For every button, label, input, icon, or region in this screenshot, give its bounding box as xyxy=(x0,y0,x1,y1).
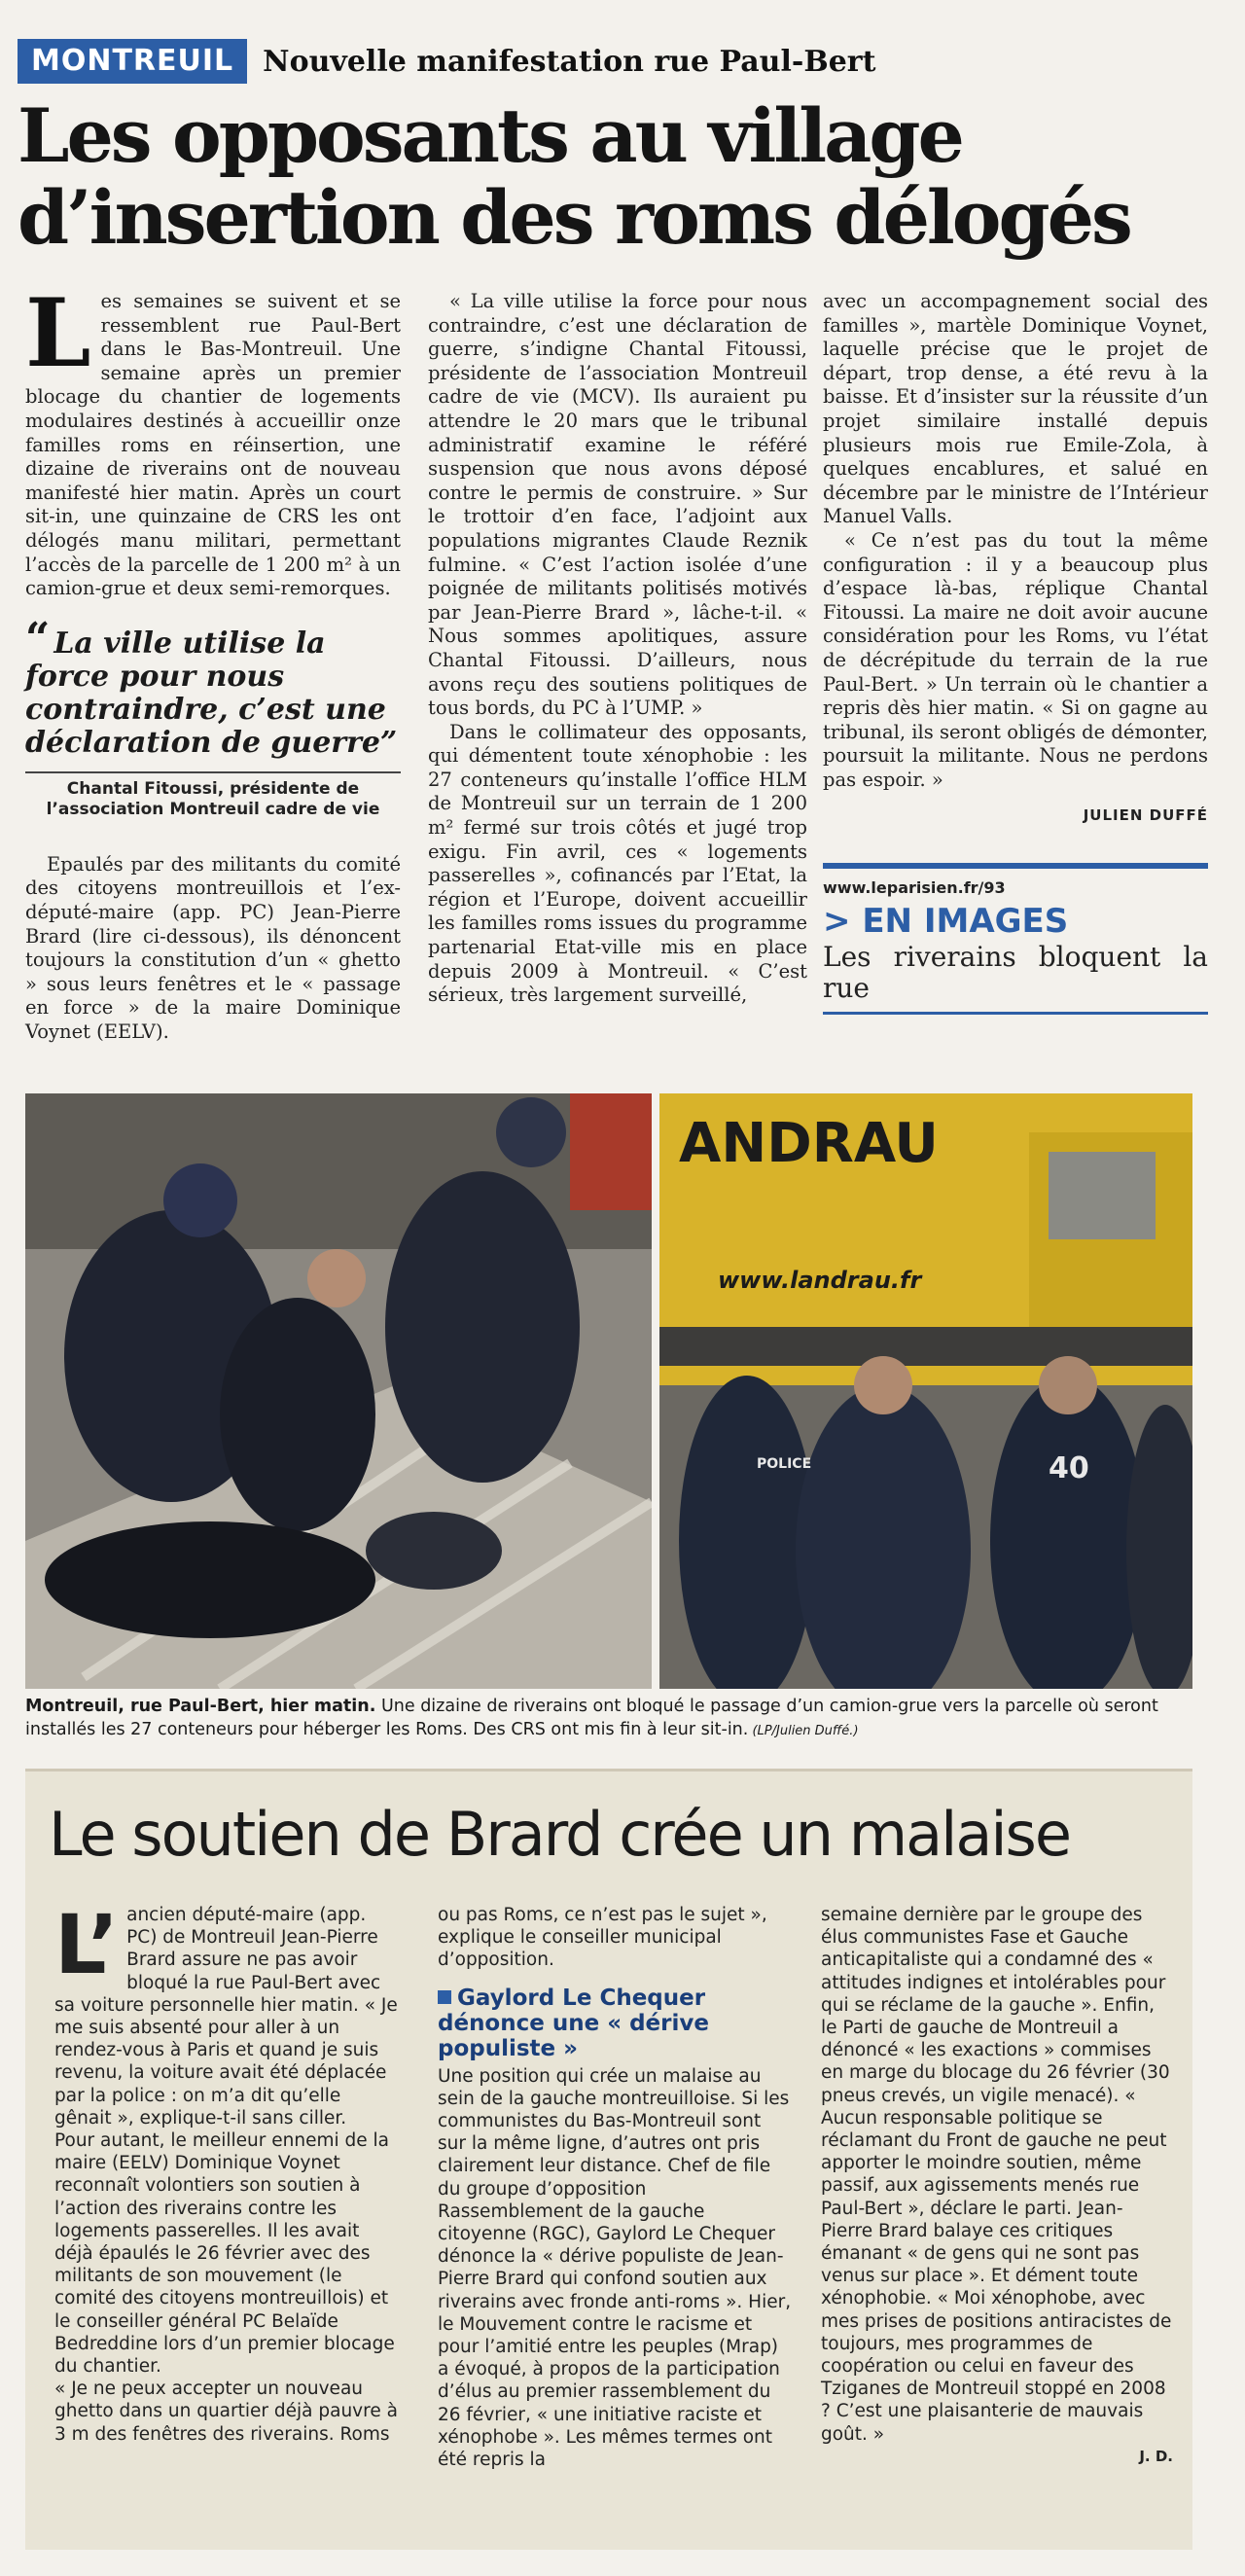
drop-cap: L’ xyxy=(54,1897,120,1992)
author-signature: JULIEN DUFFÉ xyxy=(1083,806,1208,825)
helmet-number-text: 40 xyxy=(1049,1451,1089,1485)
quote-mark-icon: “ xyxy=(25,613,51,663)
sidebar-paragraph: ou pas Roms, ce n’est pas le sujet », explique le conseiller municipal d’opposition. xyxy=(438,1905,767,1971)
kicker xyxy=(18,33,875,89)
article-column-2 xyxy=(428,290,807,1008)
article-column-3 xyxy=(823,290,1208,1015)
sidebar-paragraph: « Je ne peux accepter un nouveau ghetto dans un quartier déjà pauvre à 3 m des fenêtres des riverains. Roms xyxy=(54,2379,398,2445)
sidebar-column-1 xyxy=(54,1897,401,2446)
article-paragraph: « La ville utilise la force pour nous contraindre, c’est une déclaration de guerre, s’indigne Chantal Fitoussi, présidente de l’association Montreuil cadre de vie (MCV). Ils auraient pu attendre le 20 mars que le tribunal administratif examine le référé suspension que nous avons déposé contre le permis de construire. » Sur le trottoir d’en face, l’adjoint aux populations migrantes Claude Reznik fulmine. « C’est l’action isolée d’une poignée de militants politisés motivés par Jean-Pierre Brard », lâche-t-il. « Nous sommes apolitiques, assure Chantal Fitoussi. D’ailleurs, nous avons reçu des soutiens politiques de tous bords, du PC à l’UMP. » xyxy=(428,290,807,720)
caption-credit: (LP/Julien Duffé.) xyxy=(748,1724,859,1738)
article-paragraph: Epaulés par des militants du comité des citoyens montreuillois et l’ex-député-maire (app. PC) Jean-Pierre Brard (lire ci-dessous), ils dénoncent toujours la constitution d’un « ghetto » sous leurs fenêtres et le « passage en force » de la maire Dominique Voynet (EELV). xyxy=(25,852,401,1043)
article-column-1 xyxy=(25,278,401,1044)
photo-caption xyxy=(25,1695,1202,1743)
sidebar-article xyxy=(25,1769,1192,2550)
sidebar-paragraph: Une position qui crée un malaise au sein de la gauche montreuilloise. Si les communistes du Bas-Montreuil sont sur la même ligne, d’autres ont pris clairement leur distance. Chef de file du groupe d’opposition Rassemblement de la gauche citoyenne (RGC), Gaylord Le Chequer dénonce la « dérive populiste de Jean-Pierre Brard qui confond soutien aux riverains avec fronde anti-roms ». Hier, le Mouvement contre le racisme et pour l’amitié entre les peuples (Mrap) a évoqué, à propos de la participation d’élus au premier rassemblement du 26 février, « une initiative raciste et xénophobe ». Les mêmes termes ont été repris la xyxy=(438,2065,792,2471)
pull-quote-author: Chantal Fitoussi, présidente de l’association Montreuil cadre de vie xyxy=(46,778,380,819)
photo-police-illustration xyxy=(25,1093,652,1689)
photo-strip xyxy=(25,1093,1192,1689)
sidebar-paragraph: L’ ancien député-maire (app. PC) de Montreuil Jean-Pierre Brard assure ne pas avoir bloqué la rue Paul-Bert avec sa voiture personnelle hier matin. « Je me suis absenté pour aller à un rendez-vous à Paris et quand je suis revenu, la voiture avait été déplacée par la police : on m’a dit qu’elle gênait », explique-t-il sans ciller. xyxy=(54,1897,398,2129)
photo-truck-illustration xyxy=(659,1093,1192,1689)
truck-sign-text: ANDRAU xyxy=(679,1112,939,1175)
sidebar-title: Le soutien de Brard crée un malaise xyxy=(49,1799,1070,1870)
sidebar-column-3 xyxy=(821,1904,1173,2468)
article-paragraph: « Ce n’est pas du tout la même configuration : il y a beaucoup plus d’espace là-bas, réplique Chantal Fitoussi. La maire ne doit avoir aucune considération pour les Roms, vu l’état de décrépitude du terrain de la rue Paul-Bert. » Un terrain où le chantier a repris dès hier matin. « Si on gagne au tribunal, ils seront obligés de démonter, poursuit la militante. Nous ne perdons pas espoir. » xyxy=(823,528,1208,791)
sidebar-column-2 xyxy=(438,1904,794,2471)
caption-lead: Montreuil, rue Paul-Bert, hier matin. xyxy=(25,1697,376,1716)
photo-police-sit-in xyxy=(25,1093,652,1689)
article-paragraph: Dans le collimateur des opposants, qui démentent toute xénophobie : les 27 conteneurs qu’installe l’office HLM de Montreuil sur un terrain de 1 200 m² fermé sur trois côtés et jugé trop exigu. Fin avril, ces « logements passerelles », cofinancés par l’Etat, la région et l’Europe, doivent accueillir les familles roms issues du programme partenarial Etat-ville mis en place depuis 2009 à Montreuil. « C’est sérieux, très largement surveillé, xyxy=(428,720,807,1007)
web-url[interactable]: www.leparisien.fr/93 xyxy=(823,878,1006,898)
photo-crane-truck xyxy=(659,1093,1192,1689)
sidebar-paragraph: Pour autant, le meilleur ennemi de la maire (EELV) Dominique Voynet reconnaît volontiers son soutien à l’action des riverains contre les logements passerelles. Il les avait déjà épaulés le 26 février avec des militants de son mouvement (le comité des citoyens montreuillois) et le conseiller général PC Belaïde Bedreddine lors d’un premier blocage du chantier. xyxy=(54,2130,395,2378)
section-tag: MONTREUIL xyxy=(18,39,247,84)
drop-cap: L xyxy=(25,278,91,388)
article-paragraph: avec un accompagnement social des familles », martèle Dominique Voynet, laquelle précise que le projet de départ, trop dense, a été revu à la baisse. Et d’insister sur la réussite d’un projet similaire installé depuis plusieurs mois rue Emile-Zola, à quelques encablures, et salué en décembre par le ministre de l’Intérieur Manuel Valls. xyxy=(823,290,1208,528)
truck-url-text: www.landrau.fr xyxy=(718,1267,922,1294)
article-paragraph: Les semaines se suivent et se ressemblent rue Paul-Bert dans le Bas-Montreuil. Une semaine après un premier blocage du chantier de logements modulaires destinés à accueillir onze familles roms en réinsertion, une dizaine de riverains ont de nouveau manifesté hier matin. Après un court sit-in, une quinzaine de CRS les ont délogés manu militari, permettant l’accès de la parcelle de 1 200 m² à un camion-grue et deux semi-remorques. xyxy=(25,278,401,600)
pull-quote xyxy=(25,613,401,773)
web-promo-subtitle: Les riverains bloquent la rue xyxy=(823,940,1208,1004)
web-promo[interactable] xyxy=(823,863,1208,1015)
caption-text: Une dizaine de riverains ont bloqué le passage d’un camion-grue vers la parcelle où seront installés les 27 conteneurs pour héberger les Roms. Des CRS ont mis fin à leur sit-in. xyxy=(25,1697,1158,1739)
headline xyxy=(18,92,1185,261)
headline-line-2: d’insertion des roms délogés xyxy=(18,174,1130,261)
article-body xyxy=(25,278,1208,1088)
sidebar-paragraph: semaine dernière par le groupe des élus communistes Fase et Gauche anticapitaliste qui a condamné des « attitudes indignes et intolérables pour qui se réclame de la gauche ». Enfin, le Parti de gauche de Montreuil a dénoncé « les exactions » commises en marge du blocage du 26 février (30 pneus crevés, un vigile menacé). « Aucun responsable politique se réclamant du Front de gauche ne peut apporter le moindre soutien, même passif, aux agissements menés rue Paul-Bert », déclare le parti. Jean-Pierre Brard balaye ces critiques émanant « de gens qui ne sont pas venus sur place ». Et dément toute xénophobie. « Moi xénophobe, avec mes prises de positions antiracistes de toujours, mes programmes de coopération ou celui en faveur des Tziganes de Montreuil stoppé en 2008 ? C’est une plaisanterie de mauvais goût. » xyxy=(821,1905,1172,2445)
pull-quote-text: La ville utilise la force pour nous contraindre, c’est une déclaration de guerre” xyxy=(25,626,398,760)
square-bullet-icon xyxy=(438,1990,451,2004)
police-label-text: POLICE xyxy=(757,1456,812,1472)
sidebar-subhead: Gaylord Le Chequer dénonce une « dérive populiste » xyxy=(438,1985,709,2061)
sidebar-signature: J. D. xyxy=(1139,2447,1173,2465)
web-promo-title[interactable]: > EN IMAGES xyxy=(823,901,1069,941)
headline-line-1: Les opposants au village xyxy=(18,92,962,179)
kicker-text: Nouvelle manifestation rue Paul-Bert xyxy=(263,44,876,79)
